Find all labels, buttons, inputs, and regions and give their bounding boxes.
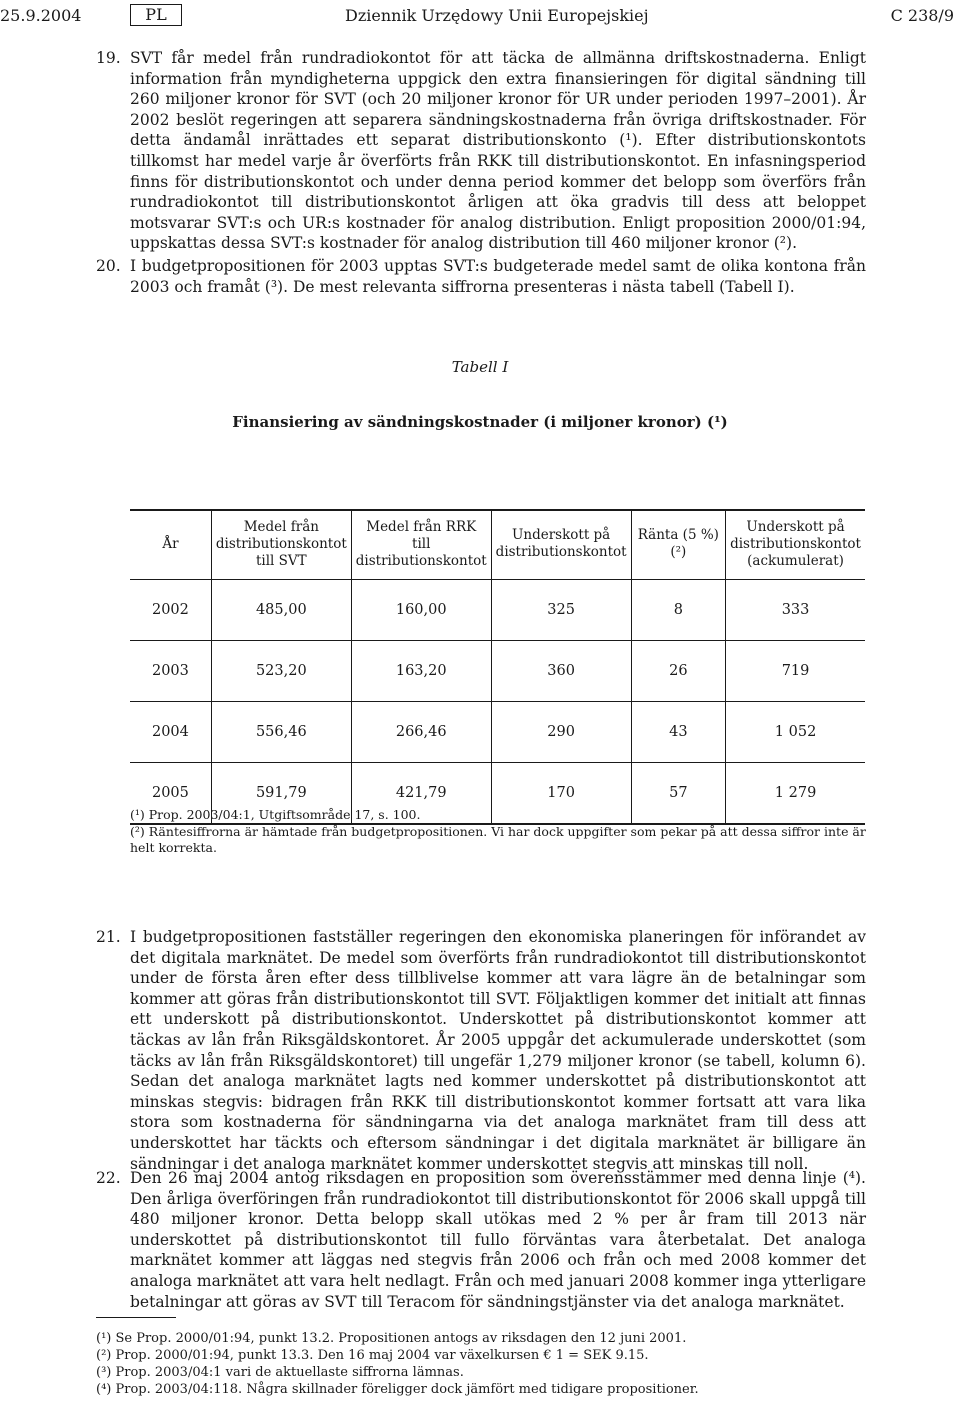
table-note-1: (¹) Prop. 2003/04:1, Utgiftsområde 17, s. 100. [130, 807, 421, 822]
paragraph-21 [96, 927, 866, 1174]
column-header-year: År [162, 535, 179, 552]
paragraph-22 [96, 1168, 866, 1312]
table-title: Finansiering av sändningskostnader (i miljoner kronor) (¹) [232, 413, 728, 431]
table-note-2: (²) Räntesiffrorna är hämtade från budgetpropositionen. Vi har dock uppgifter som pekar på att dessa siffror inte är helt korrekta. [130, 824, 866, 855]
table-cell: 170 [491, 763, 631, 825]
paragraph-number: 19. [96, 49, 121, 67]
financing-table [130, 509, 865, 825]
footnote-3: (³) Prop. 2003/04:1 vari de aktuellaste siffrorna lämnas. [96, 1365, 464, 1380]
table-cell: 719 [726, 641, 865, 702]
paragraph-number: 21. [96, 928, 121, 946]
journal-title: Dziennik Urzędowy Unii Europejskiej [345, 6, 649, 25]
footnote-4: (⁴) Prop. 2003/04:118. Några skillnader föreligger dock jämfört med tidigare propositioner. [96, 1382, 699, 1397]
table-row [130, 702, 865, 763]
table-cell: 591,79 [211, 763, 351, 825]
table-cell: 325 [491, 580, 631, 641]
table-cell: 2003 [130, 641, 211, 702]
table-cell: 556,46 [211, 702, 351, 763]
paragraph-text: Den 26 maj 2004 antog riksdagen en proposition som överensstämmer med denna linje (⁴). Den årliga överföringen från rundradiokontot till distributionskontot för 2006 skall uppgå till 480 miljoner kronor. Detta belopp skall utökas med 2 % per år fram till 2013 när underskottet på distributionskontot till fullo förväntas vara återbetalat. Det analoga marknätet kommer att läggas ned stegvis från 2006 och från och med 2008 kommer det analoga marknätet att vara helt nedlagt. Från och med januari 2008 kommer inga ytterligare betalningar att göras av SVT till Teracom för sändningstjänster via det analoga marknätet. [130, 1169, 866, 1311]
paragraph-text: SVT får medel från rundradiokontot för att täcka de allmänna driftskostnaderna. Enligt information från myndigheterna uppgick den extra finansieringen för digital sändning till 260 miljoner kronor för SVT (och 20 miljoner kronor för UR under perioden 1997–2001). År 2002 beslöt regeringen att separera sändningskostnaderna från övriga driftskostnader. För detta ändamål inrättades ett separat distributionskonto (¹). Efter distributionskontots tillkomst har medel varje år överförts från RKK till distributionskontot. En infasningsperiod finns för distributionskontot och under denna period kommer det belopp som överförs från rundradiokontot till distributionskontot årligen att öka gradvis till dess att beloppet motsvarar SVT:s och UR:s kostnader för analog distribution. Enligt proposition 2000/01:94, uppskattas dessa SVT:s kostnader för analog distribution till 460 miljoner kronor (²). [130, 49, 866, 253]
table-cell: 485,00 [211, 580, 351, 641]
language-box: PL [130, 4, 182, 26]
table-cell: 8 [631, 580, 726, 641]
table-cell: 1 052 [726, 702, 865, 763]
table-label: Tabell I [451, 358, 509, 376]
table-cell: 1 279 [726, 763, 865, 825]
footnote-divider [96, 1317, 176, 1318]
table-cell: 2004 [130, 702, 211, 763]
table-cell: 290 [491, 702, 631, 763]
column-header-deficit: Underskott på distributionskontot [491, 510, 631, 580]
table-cell: 523,20 [211, 641, 351, 702]
column-header-transfer-from-rrk: Medel från RRK till distributionskontot [351, 510, 491, 580]
footnote-1: (¹) Se Prop. 2000/01:94, punkt 13.2. Propositionen antogs av riksdagen den 12 juni 2001. [96, 1331, 687, 1346]
table-header-row [130, 510, 865, 580]
publication-date: 25.9.2004 [0, 6, 82, 25]
table-cell: 43 [631, 702, 726, 763]
table-cell: 360 [491, 641, 631, 702]
column-header-transfer-to-svt: Medel från distributionskontot till SVT [211, 510, 351, 580]
column-header-interest: Ränta (5 %) (²) [631, 510, 726, 580]
table-cell: 266,46 [351, 702, 491, 763]
table-cell: 163,20 [351, 641, 491, 702]
table-row [130, 580, 865, 641]
table-row [130, 641, 865, 702]
column-header-accumulated-deficit: Underskott på distributionskontot (ackumulerat) [726, 510, 865, 580]
paragraph-text: I budgetpropositionen för 2003 upptas SVT:s budgeterade medel samt de olika kontona från 2003 och framåt (³). De mest relevanta siffrorna presenteras i nästa tabell (Tabell I). [130, 257, 866, 296]
page-number: C 238/9 [890, 6, 954, 25]
table-cell: 333 [726, 580, 865, 641]
table-cell: 421,79 [351, 763, 491, 825]
paragraph-text: I budgetpropositionen fastställer regeringen den ekonomiska planeringen för införandet av det digitala marknätet. De medel som överförts från rundradiokontot till distributionskontot under de första åren efter dess tillblivelse kommer att vara lägre än de betalningar som kommer att göras från distributionskontot till SVT. Följaktligen kommer det initialt att finnas ett underskott på distributionskontot. Underskottet på distributionskontot kommer att täckas av lån från Riksgäldskontoret. År 2005 uppgår det ackumulerade underskottet (som täcks av lån från Riksgäldskontoret) till ungefär 1,279 miljoner kronor (se tabell, kolumn 6). Sedan det analoga marknätet lagts ned kommer underskottet på distributionskontot att minskas stegvis: bidragen från RKK till distributionskontot kommer fortsatt att vara lika stora som kostnaderna för sändningarna via det analoga marknätet fram till dess att underskottet har täckts och eftersom sändningar i det digitala marknätet är billigare än sändningar i det analoga marknätet kommer underskottet stegvis att minskas till noll. [130, 928, 866, 1173]
table-cell: 2005 [130, 763, 211, 825]
page-header [0, 4, 960, 28]
paragraph-number: 20. [96, 257, 121, 275]
paragraph-number: 22. [96, 1169, 121, 1187]
paragraph-19 [96, 48, 866, 254]
table-cell: 26 [631, 641, 726, 702]
table-cell: 57 [631, 763, 726, 825]
table-cell: 160,00 [351, 580, 491, 641]
paragraph-20 [96, 256, 866, 297]
footnote-2: (²) Prop. 2000/01:94, punkt 13.3. Den 16 maj 2004 var växelkursen € 1 = SEK 9.15. [96, 1348, 649, 1363]
table-cell: 2002 [130, 580, 211, 641]
